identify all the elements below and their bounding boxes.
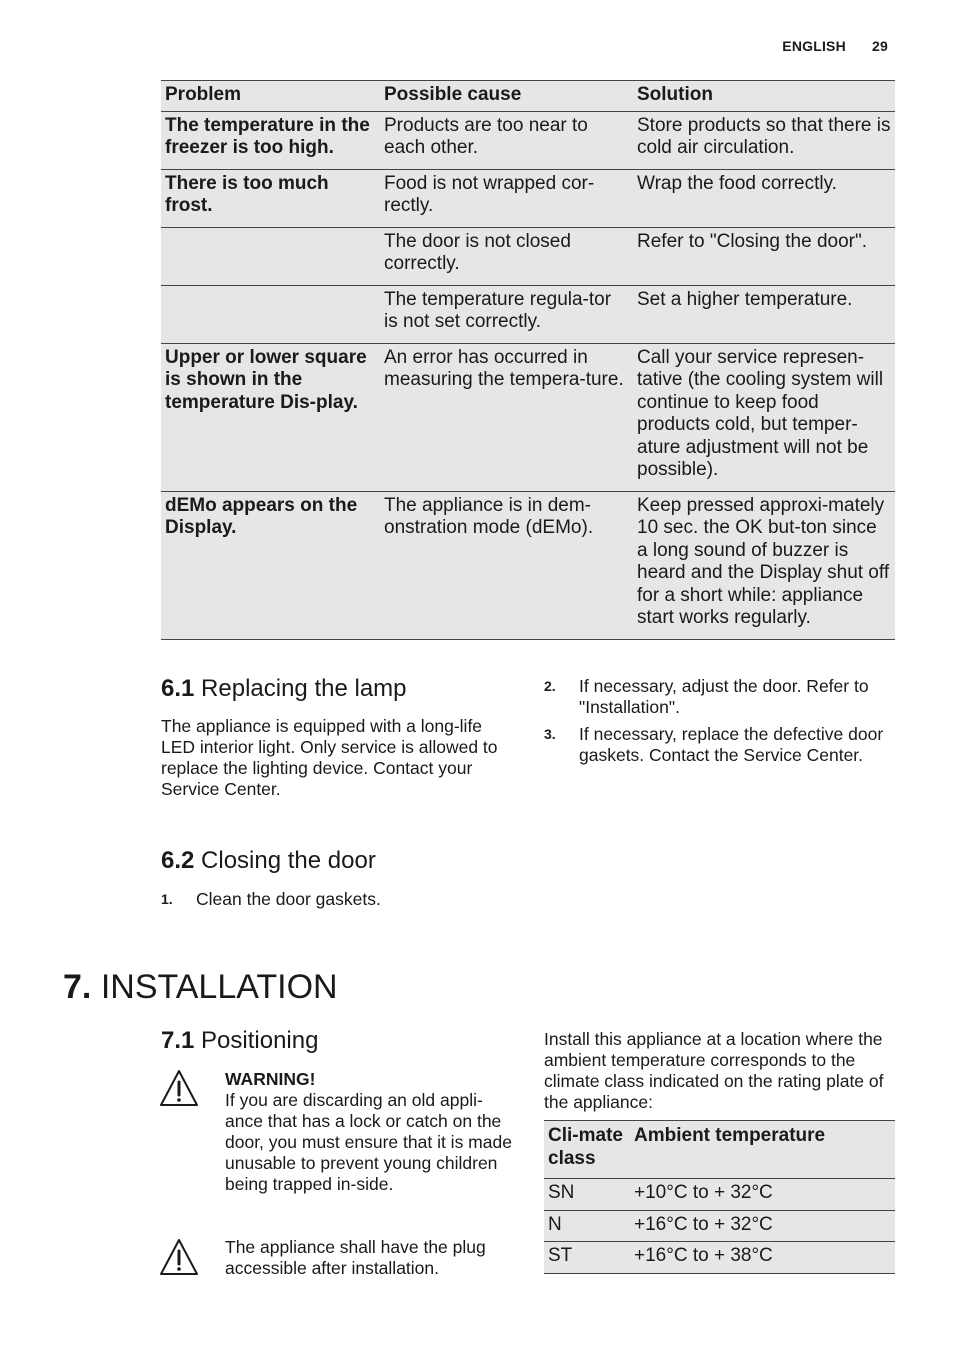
column-header-cause: Possible cause (380, 81, 633, 112)
section-title: Positioning (201, 1027, 319, 1054)
table-row (161, 285, 895, 343)
table-row (161, 343, 895, 491)
table-header-row (161, 81, 895, 112)
section-number: 7.1 (161, 1027, 195, 1054)
caution-text: The appliance shall have the plug accessible after installation. (225, 1237, 486, 1278)
climate-intro: Install this appliance at a location where the ambient temperature corresponds to the climate class indicated on the rating plate of the appliance: (544, 1029, 884, 1112)
page-number: 29 (872, 38, 888, 54)
column-header-ambient-temperature: Ambient temperature (630, 1121, 895, 1179)
chapter-number: 7. (63, 968, 92, 1006)
step-text: If necessary, adjust the door. Refer to "Installation". (579, 676, 869, 717)
chapter-heading (63, 968, 338, 1007)
table-row (161, 169, 895, 227)
section-number: 6.1 (161, 675, 195, 702)
warning-triangle-icon (159, 1069, 199, 1107)
cause-cell: An error has occurred in measuring the tempera-ture. (380, 343, 633, 491)
section-heading-6-1 (161, 675, 407, 703)
list-item (161, 889, 491, 911)
cause-cell: Products are too near to each other. (380, 111, 633, 169)
table-row (161, 491, 895, 639)
climate-class-cell: SN (544, 1179, 630, 1211)
problem-cell: Upper or lower square is shown in the temperature Dis-play. (161, 343, 380, 491)
column-header-climate-class: Cli-mate class (544, 1121, 630, 1179)
cause-cell: The temperature regula-tor is not set correctly. (380, 285, 633, 343)
climate-class-table (544, 1120, 895, 1274)
lamp-paragraph: The appliance is equipped with a long-life LED interior light. Only service is allowed to replace the lighting device. Contact your Service Center. (161, 716, 498, 799)
step-number: 1. (161, 891, 173, 907)
solution-cell: Keep pressed approxi-mately 10 sec. the OK but-ton since a long sound of buzzer is heard and the Display shut off for a short while: appliance start works regularly. (633, 491, 895, 639)
list-item (544, 724, 884, 790)
table-row (161, 111, 895, 169)
problem-cell: There is too much frost. (161, 169, 380, 227)
problem-cell: dEMo appears on the Display. (161, 491, 380, 639)
column-header-solution: Solution (633, 81, 895, 112)
solution-cell: Store products so that there is cold air circulation. (633, 111, 895, 169)
solution-cell: Set a higher temperature. (633, 285, 895, 343)
temperature-cell: +16°C to + 38°C (630, 1242, 895, 1274)
climate-class-cell: N (544, 1210, 630, 1242)
problem-cell (161, 227, 380, 285)
solution-cell: Call your service represen-tative (the cooling system will continue to keep food products cold, but temper-ature adjustment will not be possible). (633, 343, 895, 491)
cause-cell: The appliance is in dem-onstration mode (dEMo). (380, 491, 633, 639)
header-language: ENGLISH (782, 38, 846, 54)
solution-cell: Refer to "Closing the door". (633, 227, 895, 285)
table-header-row (544, 1121, 895, 1179)
section-number: 6.2 (161, 847, 195, 874)
list-item (544, 676, 884, 720)
problem-cell: The temperature in the freezer is too high. (161, 111, 380, 169)
table-row (544, 1242, 895, 1274)
chapter-title: INSTALLATION (100, 968, 338, 1006)
temperature-cell: +16°C to + 32°C (630, 1210, 895, 1242)
warning-text: If you are discarding an old appli-ance that has a lock or catch on the door, you must ensure that it is made unusable to prevent young children being trapped in-side. (225, 1090, 512, 1194)
column-header-problem: Problem (161, 81, 380, 112)
warning-triangle-icon (159, 1238, 199, 1276)
section-title: Closing the door (201, 847, 376, 874)
section-title: Replacing the lamp (201, 675, 407, 702)
table-row (544, 1179, 895, 1211)
solution-cell: Wrap the food correctly. (633, 169, 895, 227)
cause-cell: Food is not wrapped cor-rectly. (380, 169, 633, 227)
page-header (760, 38, 888, 54)
step-number: 3. (544, 726, 556, 742)
step-text: If necessary, replace the defective door gaskets. Contact the Service Center. (579, 724, 884, 765)
problem-cell (161, 285, 380, 343)
cause-cell: The door is not closed correctly. (380, 227, 633, 285)
troubleshooting-table (161, 80, 895, 640)
climate-class-cell: ST (544, 1242, 630, 1274)
temperature-cell: +10°C to + 32°C (630, 1179, 895, 1211)
section-heading-6-2 (161, 847, 376, 875)
section-heading-7-1 (161, 1027, 318, 1055)
step-number: 2. (544, 678, 556, 694)
warning-title: WARNING! (225, 1069, 316, 1089)
table-row (161, 227, 895, 285)
step-text: Clean the door gaskets. (196, 889, 381, 909)
table-row (544, 1210, 895, 1242)
